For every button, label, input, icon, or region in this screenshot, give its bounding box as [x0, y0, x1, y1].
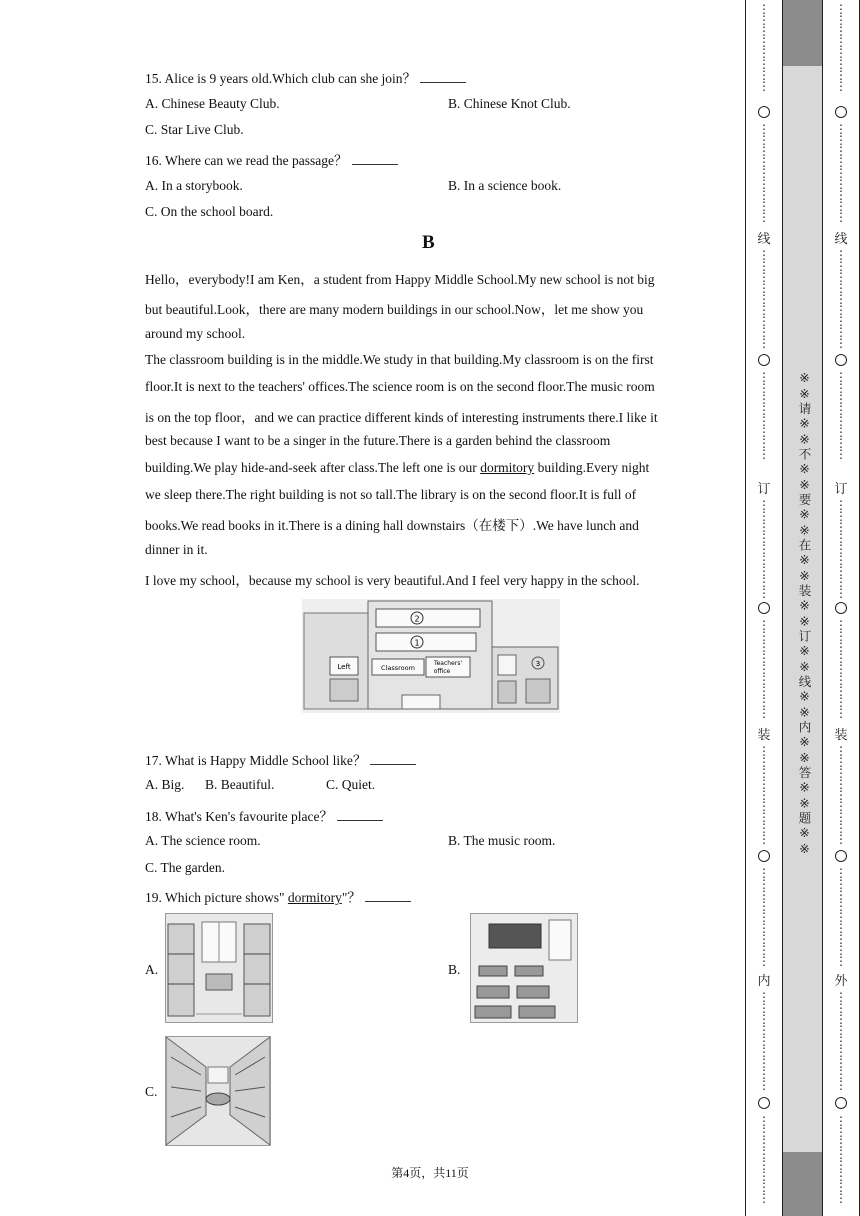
option-17a: A. Big. [145, 777, 185, 792]
question-17 [145, 749, 416, 769]
question-18 [145, 805, 383, 825]
option-19c-label: C. [145, 1084, 158, 1099]
school-map-drawing [302, 599, 560, 713]
question-15-text: 15. Alice is 9 years old.Which club can she join？ [145, 71, 417, 86]
binding-circle [835, 850, 847, 862]
option-15a: A. Chinese Beauty Club. [145, 96, 280, 111]
binding-circle [758, 354, 770, 366]
passage-line: I love my school，because my school is very beautiful.And I feel very happy in the school. [145, 573, 640, 588]
passage-line: but beautiful.Look，there are many modern buildings in our school.Now，let me show you [145, 302, 644, 317]
passage-line: The classroom building is in the middle.We study in that building.My classroom is on the first [145, 352, 654, 367]
option-17c: C. Quiet. [326, 777, 376, 792]
map-label-office-2: office [433, 668, 451, 675]
map-label-3: 3 [535, 660, 541, 668]
passage-line: is on the top floor，and we can practice different kinds of interesting instruments there.I like it [145, 410, 658, 425]
answer-blank [420, 72, 466, 83]
question-17-text: 17. What is Happy Middle School like？ [145, 753, 367, 768]
option-18a: A. The science room. [145, 833, 261, 848]
option-16a: A. In a storybook. [145, 178, 243, 193]
option-17b: B. Beautiful. [205, 777, 275, 792]
passage-text: building.We play hide-and-seek after class.The left one is our [145, 460, 481, 475]
map-label-2: 2 [414, 614, 420, 624]
map-label-1: 1 [414, 638, 420, 648]
binding-circle [835, 1097, 847, 1109]
answer-blank [352, 154, 398, 165]
binding-mark: 外 [834, 974, 848, 989]
question-19 [145, 886, 411, 906]
binding-gray-block-bottom [783, 1152, 822, 1216]
option-18b: B. The music room. [448, 833, 556, 848]
binding-circle [758, 1097, 770, 1109]
underlined-word: dormitory [287, 890, 342, 905]
underlined-word: dormitory [480, 460, 535, 475]
binding-warning-text: ※※请※※不※※要※※在※※装※※订※※线※※内※※答※※题※※ [797, 370, 812, 857]
classroom-picture [470, 913, 578, 1023]
map-label-left: Left [337, 663, 351, 671]
question-19-text: "？ [341, 890, 361, 905]
dormitory-picture [165, 913, 273, 1023]
binding-mark: 装 [834, 728, 848, 743]
option-15b: B. Chinese Knot Club. [448, 96, 571, 111]
question-15 [145, 67, 466, 87]
library-picture [165, 1036, 271, 1146]
section-heading-b: B [422, 232, 435, 253]
binding-mark: 内 [757, 974, 771, 989]
binding-mark: 装 [757, 728, 771, 743]
passage-line: around my school. [145, 326, 246, 341]
passage-line: floor.It is next to the teachers' offices.The science room is on the second floor.The music room [145, 379, 655, 394]
binding-circle [835, 602, 847, 614]
map-label-office-1: Teachers' [433, 660, 463, 667]
inner-binding-column: ⋮ ⋮ ⋮ ⋮ ⋮ ⋮ ⋮ ⋮ ⋮ ⋮ ⋮ ⋮ ⋮ ⋮ ⋮ ⋮ ⋮ 线 ⋮ ⋮ ⋮ ⋮ ⋮ ⋮ ⋮ ⋮ ⋮ ⋮ ⋮ ⋮ ⋮ ⋮ ⋮ ⋮ ⋮ 订 ⋮ ⋮ ⋮ ⋮ ⋮ ⋮ ⋮ ⋮ ⋮ ⋮ ⋮ ⋮ ⋮ ⋮ ⋮ ⋮ ⋮ ⋮ 装 ⋮ ⋮ ⋮ ⋮ ⋮ ⋮ ⋮ ⋮ ⋮ ⋮ ⋮ ⋮ ⋮ ⋮ ⋮ ⋮ ⋮ ⋮ 内 ⋮ ⋮ ⋮ ⋮ ⋮ ⋮ ⋮ ⋮ ⋮ ⋮ ⋮ ⋮ ⋮ ⋮ ⋮ ⋮ ⋮ [754, 0, 774, 1216]
page-footer: 第4页，共11页 [391, 1166, 469, 1180]
binding-circle [835, 106, 847, 118]
question-19-text: 19. Which picture shows" [145, 890, 288, 905]
option-19b-label: B. [448, 962, 461, 977]
passage-text: building.Every night [534, 460, 650, 475]
binding-circle [758, 850, 770, 862]
binding-border-left [745, 0, 746, 1216]
map-label-classroom: Classroom [381, 664, 415, 672]
binding-circle [835, 354, 847, 366]
passage-line [145, 460, 720, 476]
binding-gray-block-top [783, 0, 822, 66]
binding-mark: 订 [757, 482, 771, 497]
passage-line: we sleep there.The right building is not so tall.The library is on the second floor.It is full of [145, 487, 637, 502]
option-16c: C. On the school board. [145, 204, 274, 219]
binding-mark: 订 [834, 482, 848, 497]
binding-circle [758, 106, 770, 118]
option-19a-label: A. [145, 962, 159, 977]
question-18-text: 18. What's Ken's favourite place？ [145, 809, 333, 824]
question-16-text: 16. Where can we read the passage？ [145, 153, 348, 168]
option-16b: B. In a science book. [448, 178, 562, 193]
option-15c: C. Star Live Club. [145, 122, 244, 137]
answer-blank [370, 754, 416, 765]
passage-line: Hello，everybody!I am Ken，a student from Happy Middle School.My new school is not big [145, 272, 655, 287]
answer-blank [365, 891, 411, 902]
answer-blank [337, 810, 383, 821]
binding-circle [758, 602, 770, 614]
binding-mark: 线 [757, 232, 771, 247]
option-18c: C. The garden. [145, 860, 225, 875]
binding-mark: 线 [834, 232, 848, 247]
binding-border [822, 0, 823, 1216]
passage-line: best because I want to be a singer in the future.There is a garden behind the classroom [145, 433, 611, 448]
passage-line: books.We read books in it.There is a dining hall downstairs（在楼下）.We have lunch and [145, 518, 639, 533]
passage-line: dinner in it. [145, 542, 208, 557]
school-map-image [302, 599, 560, 713]
outer-binding-column: ⋮ ⋮ ⋮ ⋮ ⋮ ⋮ ⋮ ⋮ ⋮ ⋮ ⋮ ⋮ ⋮ ⋮ ⋮ ⋮ ⋮ 线 ⋮ ⋮ ⋮ ⋮ ⋮ ⋮ ⋮ ⋮ ⋮ ⋮ ⋮ ⋮ ⋮ ⋮ ⋮ ⋮ ⋮ 订 ⋮ ⋮ ⋮ ⋮ ⋮ ⋮ ⋮ ⋮ ⋮ ⋮ ⋮ ⋮ ⋮ ⋮ ⋮ ⋮ ⋮ ⋮ 装 ⋮ ⋮ ⋮ ⋮ ⋮ ⋮ ⋮ ⋮ ⋮ ⋮ ⋮ ⋮ ⋮ ⋮ ⋮ ⋮ ⋮ ⋮ 外 ⋮ ⋮ ⋮ ⋮ ⋮ ⋮ ⋮ ⋮ ⋮ ⋮ ⋮ ⋮ ⋮ ⋮ ⋮ ⋮ ⋮ [831, 0, 851, 1216]
question-16 [145, 149, 398, 169]
